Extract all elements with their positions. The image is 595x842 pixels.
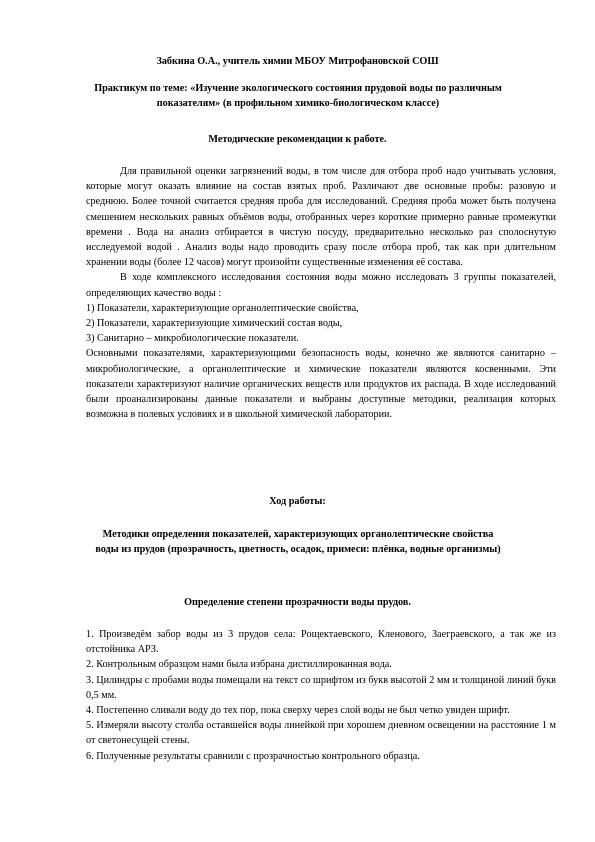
intro-section xyxy=(86,164,556,422)
transparency-title: Определение степени прозрачности воды прудов. xyxy=(184,597,411,608)
methods-subheading: Методики определения показателей, характеризующих органолептические свойства воды из прудов (прозрачность, цветность, осадок, примеси: плёнка, водные организмы) xyxy=(95,529,501,556)
group-item: 1) Показатели, характеризующие органолептические свойства, xyxy=(86,302,359,314)
topic-title: Практикум по теме: «Изучение экологического состояния прудовой воды по различным показателям» (в профильном химико-биологическом классе) xyxy=(94,83,502,110)
group-item: 3) Санитарно – микробиологические показатели. xyxy=(86,333,299,345)
step-item: 1. Произведём забор воды из 3 прудов села: Рощектаевского, Кленового, Заеграевского, а так же из отстойника АРЗ. xyxy=(86,629,556,656)
author-line: Забкина О.А., учитель химии МБОУ Митрофановской СОШ xyxy=(156,56,439,67)
step-item: 5. Измеряли высоту столба оставшейся воды линейкой при хорошем дневном освещении на расстояние 1 м от светонесущей стены. xyxy=(86,720,556,747)
method-title: Методические рекомендации к работе. xyxy=(208,134,387,145)
safety-paragraph: Основными показателями, характеризующими безопасность воды, конечно же являются санитарно – микробиологические, а органолептические и химические показатели являются косвенными. Эти показатели характеризуют наличие органических веществ или продуктов их распада. В ходе исследований были проанализированы данные показатели и выбраны доступные методики, реализация которых возможна в полевых условиях и в школьной химической лаборатории. xyxy=(86,348,556,421)
step-item: 6. Полученные результаты сравнили с прозрачностью контрольного образца. xyxy=(86,750,420,762)
step-item: 4. Постепенно сливали воду до тех пор, пока сверху через слой воды не был четко увиден шрифт. xyxy=(86,705,510,717)
step-item: 2. Контрольным образцом нами была избрана дистиллированная вода. xyxy=(86,659,392,671)
group-item: 2) Показатели, характеризующие химический состав воды, xyxy=(86,318,343,330)
step-item: 3. Цилиндры с пробами воды помещали на текст со шрифтом из букв высотой 2 мм и толщиной линий букв 0,5 мм. xyxy=(86,674,556,701)
groups-paragraph: В ходе комплексного исследования состояния воды можно исследовать 3 группы показателей, определяющих качество воды : xyxy=(86,272,556,299)
steps-list xyxy=(86,627,556,764)
intro-paragraph: Для правильной оценки загрязнений воды, в том числе для отбора проб надо учитывать условия, которые могут оказать влияние на состав взятых проб. Различают две основные пробы: разовую и среднюю. Более точной считается средняя проба для исследований. Средняя проба может быть получена смешением нескольких равных объёмов воды, отобранных через короткие примерно равные промежутки времени . Вода на анализ отбирается в чистую посуду, предварительно несколько раз сполоснутую исследуемой водой . Анализ воды надо проводить сразу после отбора проб, так как при длительном хранении воды (более 12 часов) могут произойти существенные изменения её состава. xyxy=(86,166,556,269)
course-title: Ход работы: xyxy=(269,496,326,507)
